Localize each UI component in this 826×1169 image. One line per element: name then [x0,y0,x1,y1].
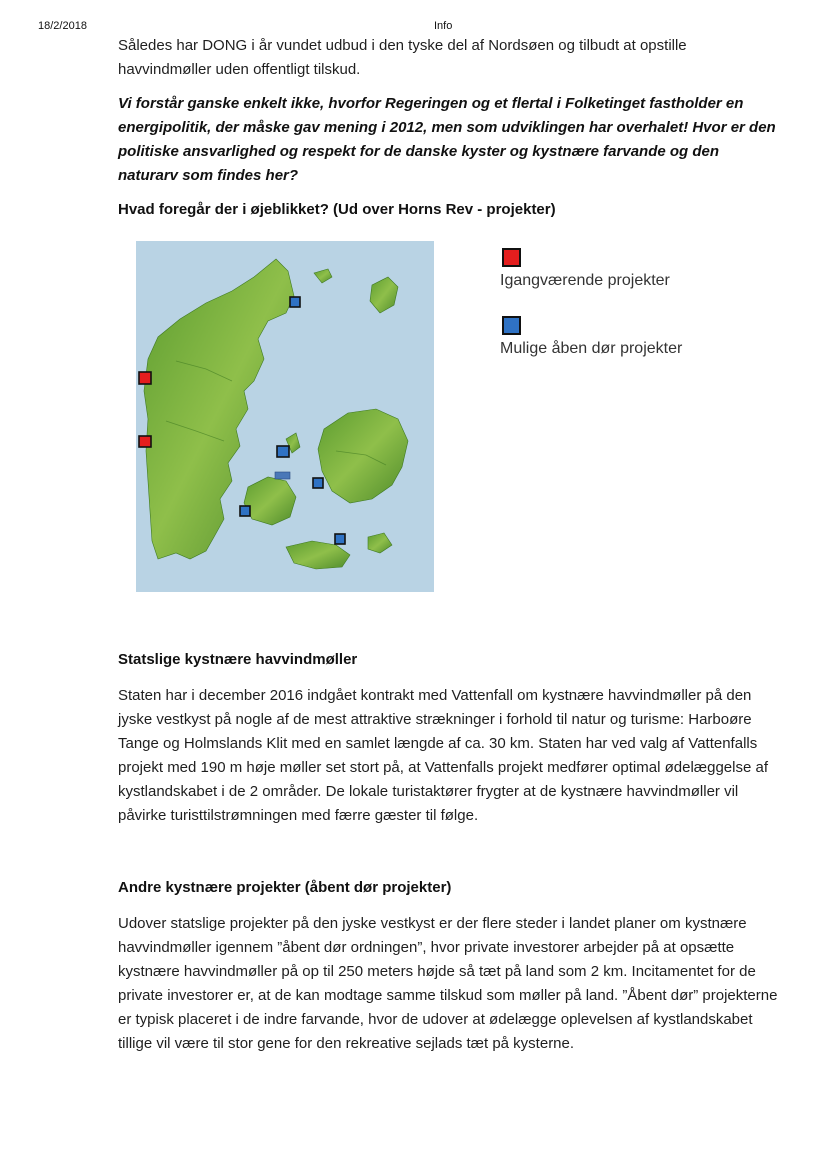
article-content [118,34,778,1056]
marker-possible-project [240,506,250,516]
denmark-map [136,241,434,592]
section-body-state: Staten har i december 2016 indgået kontrakt med Vattenfall om kystnære havvindmøller på den jyske vestkyst på nogle af de mest attraktive strækninger i forhold til natur og turisme: Harboøre Tange og Holmslands Klit med en samlet længde af ca. 30 km. Staten har ved valg af Vattenfalls projekt med 190 m høje møller set stort på, at Vattenfalls projekt medfører optimal ødelæggelse af kystlandskabet i de 2 områder. De lokale turistaktører frygter at de kystnære havvindmøller vil påvirke turisttilstrømningen med færre gæster til følge. [118,687,768,824]
legend-swatch-red [502,248,521,267]
intro-paragraph: Således har DONG i år vundet udbud i den tyske del af Nordsøen og tilbudt at opstille havvindmøller uden offentligt tilskud. [118,37,687,78]
marker-possible-project [313,478,323,488]
section-heading-other: Andre kystnære projekter (åbent dør projekter) [118,879,452,896]
marker-current-project [139,436,151,447]
section-heading-state: Statslige kystnære havvindmøller [118,651,358,668]
projects-map-figure [118,232,778,642]
legend-swatch-blue [502,316,521,335]
map-legend [500,232,740,372]
quote-paragraph: Vi forstår ganske enkelt ikke, hvorfor Regeringen og et flertal i Folketinget fastholder en energipolitik, der måske gav mening i 2012, men som udviklingen har overhalet! Hvor er den politiske ansvarlighed og respekt for de danske kyster og kystnære farvande og den naturarv som findes her? [118,95,776,184]
legend-label-current: Igangværende projekter [500,272,670,289]
map-annotation-box [275,472,290,479]
marker-possible-project [290,297,300,307]
marker-possible-project [335,534,345,544]
marker-possible-project [277,446,289,457]
marker-current-project [139,372,151,384]
section-spacer [118,828,778,876]
legend-label-possible: Mulige åben dør projekter [500,340,683,357]
print-date: 18/2/2018 [38,20,87,32]
page-header-title: Info [434,20,453,32]
section-heading-current: Hvad foregår der i øjeblikket? (Ud over Horns Rev - projekter) [118,201,556,218]
section-body-other: Udover statslige projekter på den jyske vestkyst er der flere steder i landet planer om kystnære havvindmøller igennem ”åbent dør ordningen”, hvor private investorer arbejder på at opsætte kystnære havvindmøller på op til 250 meters højde så tæt på land som 2 km. Incitamentet for de private investorer er, at de kan modtage samme tilskud som møller på land. ”Åbent dør” projekterne er typisk placeret i de indre farvande, hvor de udover at ødelægge oplevelsen af kystlandskabet tillige vil være til stor gene for den rekreative sejlads tæt på kysterne. [118,915,778,1052]
